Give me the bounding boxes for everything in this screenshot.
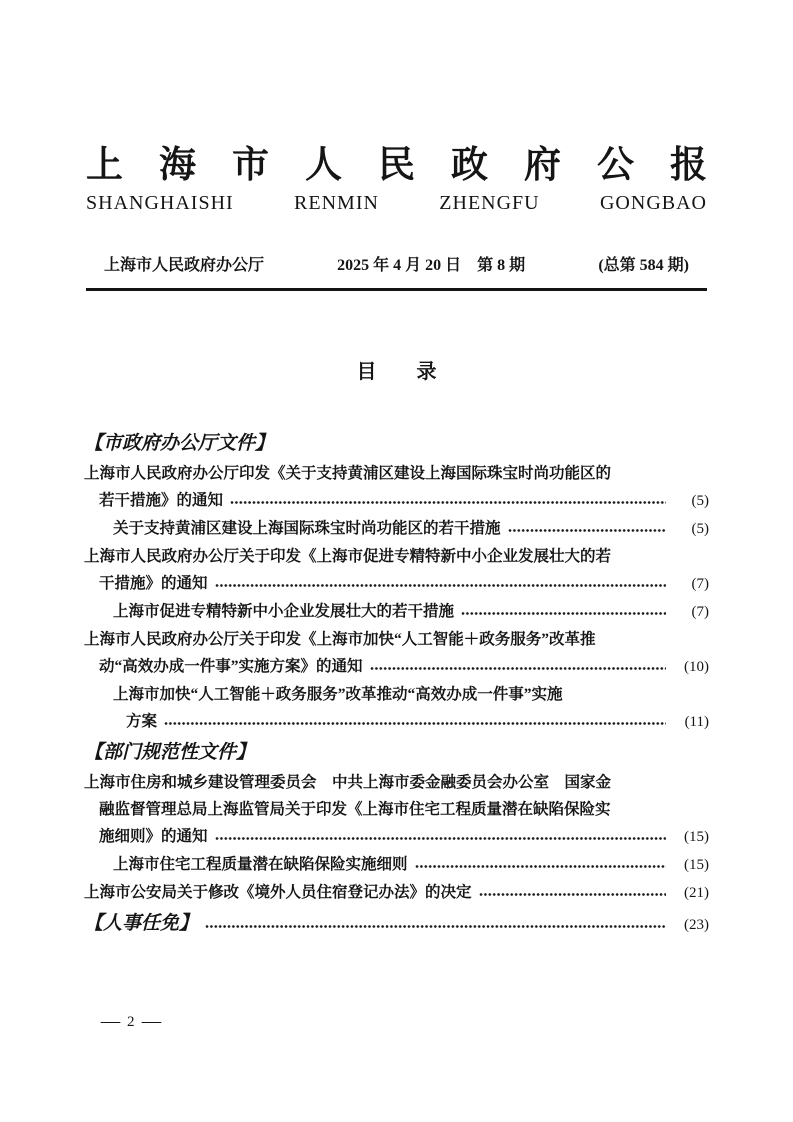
dot-leader xyxy=(370,666,666,671)
toc-title: 目 录 xyxy=(356,360,437,383)
title-char: 海 xyxy=(159,145,196,186)
toc-main xyxy=(0,355,793,941)
toc-line-text: 【人事任免】 xyxy=(84,912,199,934)
toc-line xyxy=(84,796,709,823)
toc-line-text: 上海市人民政府办公厅关于印发《上海市加快“人工智能＋政务服务”改革推 xyxy=(84,630,596,648)
title-char: 府 xyxy=(524,145,561,186)
gazette-title xyxy=(86,146,707,187)
toc-line xyxy=(84,879,709,907)
dot-leader xyxy=(164,721,666,726)
cumulative-issue: (总第 584 期) xyxy=(598,256,689,274)
toc-line xyxy=(84,653,709,681)
toc-section-heading xyxy=(84,908,709,941)
toc-page-number: (15) xyxy=(684,856,709,873)
toc-page-number: (7) xyxy=(691,603,709,620)
page-footer xyxy=(100,1014,161,1031)
toc-section-heading xyxy=(84,737,709,768)
dot-leader xyxy=(461,611,666,616)
title-char: 民 xyxy=(378,145,415,186)
toc-page-number: (7) xyxy=(691,575,709,592)
footer-dash-left: — xyxy=(100,1014,121,1030)
title-char: 报 xyxy=(670,145,707,186)
toc-page-number: (10) xyxy=(684,658,709,675)
dot-leader xyxy=(230,500,666,505)
issue-date: 2025 年 4 月 20 日 第 8 期 xyxy=(337,256,526,274)
toc-line-text: 上海市公安局关于修改《境外人员住宿登记办法》的决定 xyxy=(84,883,472,901)
toc-line xyxy=(84,851,709,879)
issue-info-line xyxy=(86,252,707,275)
title-char: 市 xyxy=(232,145,269,186)
title-char: 公 xyxy=(597,145,634,186)
toc-line-text: 上海市住宅工程质量潜在缺陷保险实施细则 xyxy=(113,855,408,873)
title-char: 人 xyxy=(305,145,342,186)
toc-line xyxy=(84,543,709,570)
title-pinyin-word: RENMIN xyxy=(294,191,379,214)
toc-line-text: 关于支持黄浦区建设上海国际珠宝时尚功能区的若干措施 xyxy=(113,519,501,537)
dot-leader xyxy=(215,583,666,588)
toc-list xyxy=(84,428,709,941)
toc-page-number: (5) xyxy=(691,520,709,537)
toc-line-text: 动“高效办成一件事”实施方案》的通知 xyxy=(99,657,363,675)
toc-line xyxy=(84,769,709,796)
title-pinyin-word: GONGBAO xyxy=(599,191,707,214)
toc-line xyxy=(84,598,709,626)
toc-line xyxy=(84,708,709,736)
dot-leader xyxy=(215,836,666,841)
toc-page-number: (5) xyxy=(691,492,709,509)
toc-line-text: 方案 xyxy=(126,712,158,730)
dot-leader xyxy=(508,528,666,533)
toc-page-number: (23) xyxy=(684,916,709,933)
title-char: 上 xyxy=(86,145,123,186)
toc-line xyxy=(84,570,709,598)
toc-section-heading xyxy=(84,428,709,459)
toc-line xyxy=(84,626,709,653)
toc-line xyxy=(84,460,709,487)
masthead xyxy=(86,146,707,291)
toc-page-number: (21) xyxy=(684,884,709,901)
toc-line-text: 施细则》的通知 xyxy=(99,827,208,845)
toc-line-text: 干措施》的通知 xyxy=(99,574,208,592)
toc-line xyxy=(84,515,709,543)
page-number: 2 xyxy=(127,1014,135,1030)
toc-page-number: (15) xyxy=(684,828,709,845)
toc-line xyxy=(84,487,709,515)
issuer: 上海市人民政府办公厅 xyxy=(104,256,265,274)
toc-line-text: 融监督管理总局上海监管局关于印发《上海市住宅工程质量潜在缺陷保险实 xyxy=(99,800,611,818)
dot-leader xyxy=(479,892,666,897)
title-pinyin-word: SHANGHAISHI xyxy=(86,191,234,214)
toc-line-text: 若干措施》的通知 xyxy=(99,491,224,509)
toc-line-text: 【市政府办公厅文件】 xyxy=(84,432,275,454)
toc-line-text: 上海市促进专精特新中小企业发展壮大的若干措施 xyxy=(113,602,455,620)
header-divider xyxy=(86,288,707,291)
gazette-title-pinyin xyxy=(86,192,707,215)
toc-line xyxy=(84,823,709,851)
toc-line-text: 上海市人民政府办公厅关于印发《上海市促进专精特新中小企业发展壮大的若 xyxy=(84,547,612,565)
title-char: 政 xyxy=(451,145,488,186)
toc-line-text: 上海市住房和城乡建设管理委员会 中共上海市委金融委员会办公室 国家金 xyxy=(84,773,612,791)
footer-dash-right: — xyxy=(141,1014,161,1030)
toc-line-text: 上海市加快“人工智能＋政务服务”改革推动“高效办成一件事”实施 xyxy=(113,685,563,703)
toc-line-text: 【部门规范性文件】 xyxy=(84,741,256,763)
toc-line xyxy=(84,681,709,708)
dot-leader xyxy=(415,864,666,869)
dot-leader xyxy=(205,924,666,929)
title-pinyin-word: ZHENGFU xyxy=(439,191,540,214)
toc-line-text: 上海市人民政府办公厅印发《关于支持黄浦区建设上海国际珠宝时尚功能区的 xyxy=(84,464,612,482)
toc-page-number: (11) xyxy=(684,713,709,730)
